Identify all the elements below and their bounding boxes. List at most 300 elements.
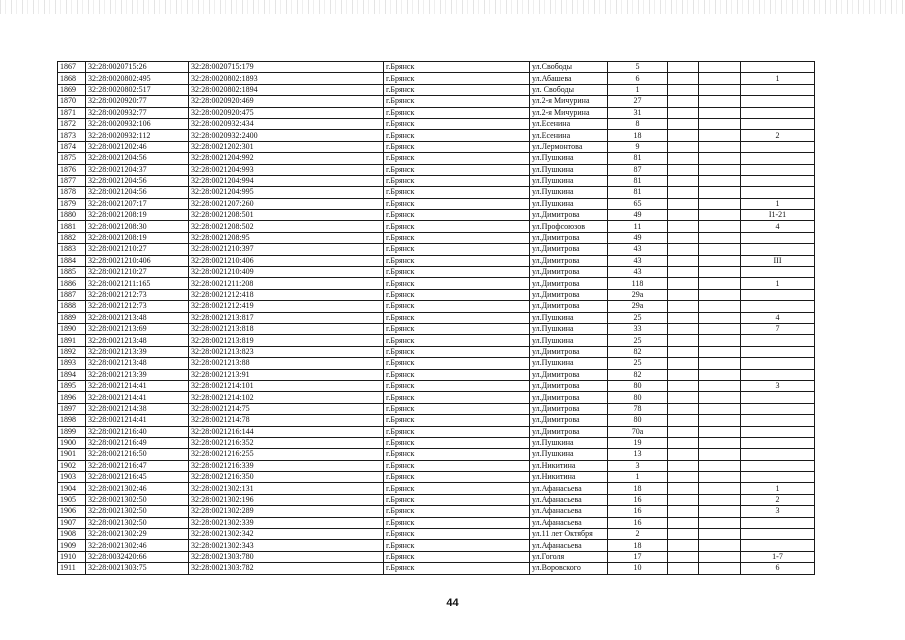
city-cell: г.Брянск	[384, 540, 530, 551]
empty-cell	[699, 369, 741, 380]
empty-cell	[699, 118, 741, 129]
house-number-cell: 65	[608, 198, 668, 209]
street-cell: ул.Есенина	[530, 130, 608, 141]
parcel-cadastral-cell: 32:28:0021213:39	[86, 346, 189, 357]
empty-cell	[668, 563, 699, 574]
row-number-cell: 1893	[58, 358, 86, 369]
row-number-cell: 1869	[58, 84, 86, 95]
registry-body	[58, 62, 815, 575]
parcel-cadastral-cell: 32:28:0021204:56	[86, 153, 189, 164]
empty-cell	[668, 472, 699, 483]
empty-cell	[668, 312, 699, 323]
apartment-cell	[741, 415, 815, 426]
empty-cell	[699, 437, 741, 448]
house-number-cell: 27	[608, 96, 668, 107]
table-row	[58, 472, 815, 483]
city-cell: г.Брянск	[384, 392, 530, 403]
object-cadastral-cell: 32:28:0021212:418	[189, 289, 384, 300]
house-number-cell: 17	[608, 551, 668, 562]
city-cell: г.Брянск	[384, 187, 530, 198]
house-number-cell: 82	[608, 369, 668, 380]
object-cadastral-cell: 32:28:0021213:91	[189, 369, 384, 380]
house-number-cell: 80	[608, 415, 668, 426]
empty-cell	[699, 460, 741, 471]
street-cell: ул.Абашева	[530, 73, 608, 84]
parcel-cadastral-cell: 32:28:0021216:45	[86, 472, 189, 483]
table-row	[58, 267, 815, 278]
parcel-cadastral-cell: 32:28:0021207:17	[86, 198, 189, 209]
empty-cell	[668, 483, 699, 494]
object-cadastral-cell: 32:28:0021204:993	[189, 164, 384, 175]
house-number-cell: 16	[608, 506, 668, 517]
row-number-cell: 1897	[58, 403, 86, 414]
empty-cell	[668, 255, 699, 266]
empty-cell	[699, 187, 741, 198]
empty-cell	[699, 278, 741, 289]
city-cell: г.Брянск	[384, 494, 530, 505]
street-cell: ул.Пушкина	[530, 175, 608, 186]
row-number-cell: 1880	[58, 210, 86, 221]
object-cadastral-cell: 32:28:0021213:88	[189, 358, 384, 369]
street-cell: ул.Пушкина	[530, 449, 608, 460]
table-row	[58, 62, 815, 73]
apartment-cell	[741, 392, 815, 403]
house-number-cell: 81	[608, 175, 668, 186]
empty-cell	[668, 540, 699, 551]
parcel-cadastral-cell: 32:28:0021302:50	[86, 517, 189, 528]
row-number-cell: 1870	[58, 96, 86, 107]
city-cell: г.Брянск	[384, 130, 530, 141]
house-number-cell: 81	[608, 187, 668, 198]
street-cell: ул.Афанасьева	[530, 506, 608, 517]
apartment-cell: 2	[741, 494, 815, 505]
row-number-cell: 1873	[58, 130, 86, 141]
street-cell: ул.Афанасьева	[530, 540, 608, 551]
parcel-cadastral-cell: 32:28:0021302:46	[86, 483, 189, 494]
house-number-cell: 80	[608, 380, 668, 391]
apartment-cell: 1	[741, 73, 815, 84]
house-number-cell: 13	[608, 449, 668, 460]
city-cell: г.Брянск	[384, 118, 530, 129]
empty-cell	[699, 221, 741, 232]
table-row	[58, 392, 815, 403]
empty-cell	[668, 96, 699, 107]
empty-cell	[668, 118, 699, 129]
street-cell: ул.2-я Мичурина	[530, 96, 608, 107]
empty-cell	[699, 244, 741, 255]
street-cell: ул.Пушкина	[530, 312, 608, 323]
object-cadastral-cell: 32:28:0021214:101	[189, 380, 384, 391]
row-number-cell: 1878	[58, 187, 86, 198]
apartment-cell: 1-7	[741, 551, 815, 562]
street-cell: ул.Свободы	[530, 62, 608, 73]
parcel-cadastral-cell: 32:28:0020920:77	[86, 96, 189, 107]
object-cadastral-cell: 32:28:0021211:208	[189, 278, 384, 289]
empty-cell	[699, 232, 741, 243]
object-cadastral-cell: 32:28:0021214:102	[189, 392, 384, 403]
empty-cell	[699, 96, 741, 107]
row-number-cell: 1877	[58, 175, 86, 186]
parcel-cadastral-cell: 32:28:0021204:56	[86, 175, 189, 186]
row-number-cell: 1906	[58, 506, 86, 517]
empty-cell	[668, 301, 699, 312]
table-row	[58, 175, 815, 186]
empty-cell	[668, 403, 699, 414]
object-cadastral-cell: 32:28:0021213:818	[189, 323, 384, 334]
table-row	[58, 244, 815, 255]
object-cadastral-cell: 32:28:0021302:131	[189, 483, 384, 494]
empty-cell	[699, 449, 741, 460]
table-row	[58, 107, 815, 118]
parcel-cadastral-cell: 32:28:0021216:40	[86, 426, 189, 437]
row-number-cell: 1909	[58, 540, 86, 551]
object-cadastral-cell: 32:28:0020715:179	[189, 62, 384, 73]
city-cell: г.Брянск	[384, 210, 530, 221]
scan-noise-strip	[0, 0, 905, 14]
object-cadastral-cell: 32:28:0021216:352	[189, 437, 384, 448]
table-row	[58, 563, 815, 574]
empty-cell	[668, 198, 699, 209]
object-cadastral-cell: 32:28:0021204:994	[189, 175, 384, 186]
parcel-cadastral-cell: 32:28:0021212:73	[86, 301, 189, 312]
empty-cell	[699, 141, 741, 152]
street-cell: ул.Пушкина	[530, 153, 608, 164]
empty-cell	[668, 62, 699, 73]
city-cell: г.Брянск	[384, 312, 530, 323]
street-cell: ул.Димитрова	[530, 267, 608, 278]
apartment-cell: 3	[741, 380, 815, 391]
parcel-cadastral-cell: 32:28:0021216:50	[86, 449, 189, 460]
object-cadastral-cell: 32:28:0021208:501	[189, 210, 384, 221]
table-row	[58, 483, 815, 494]
city-cell: г.Брянск	[384, 221, 530, 232]
house-number-cell: 1	[608, 472, 668, 483]
empty-cell	[668, 175, 699, 186]
parcel-cadastral-cell: 32:28:0021213:48	[86, 335, 189, 346]
apartment-cell	[741, 84, 815, 95]
table-row	[58, 198, 815, 209]
empty-cell	[699, 164, 741, 175]
apartment-cell	[741, 517, 815, 528]
table-row	[58, 210, 815, 221]
empty-cell	[699, 312, 741, 323]
row-number-cell: 1874	[58, 141, 86, 152]
apartment-cell	[741, 244, 815, 255]
apartment-cell	[741, 358, 815, 369]
house-number-cell: 8	[608, 118, 668, 129]
apartment-cell	[741, 107, 815, 118]
row-number-cell: 1890	[58, 323, 86, 334]
empty-cell	[668, 210, 699, 221]
object-cadastral-cell: 32:28:0020920:475	[189, 107, 384, 118]
empty-cell	[668, 221, 699, 232]
object-cadastral-cell: 32:28:0021216:339	[189, 460, 384, 471]
object-cadastral-cell: 32:28:0021214:78	[189, 415, 384, 426]
row-number-cell: 1881	[58, 221, 86, 232]
house-number-cell: 25	[608, 335, 668, 346]
house-number-cell: 49	[608, 210, 668, 221]
apartment-cell	[741, 426, 815, 437]
apartment-cell: 3	[741, 506, 815, 517]
street-cell: ул.Воровского	[530, 563, 608, 574]
table-row	[58, 187, 815, 198]
empty-cell	[668, 73, 699, 84]
parcel-cadastral-cell: 32:28:0021213:48	[86, 358, 189, 369]
city-cell: г.Брянск	[384, 232, 530, 243]
row-number-cell: 1888	[58, 301, 86, 312]
empty-cell	[668, 392, 699, 403]
object-cadastral-cell: 32:28:0021303:780	[189, 551, 384, 562]
table-row	[58, 437, 815, 448]
city-cell: г.Брянск	[384, 141, 530, 152]
row-number-cell: 1894	[58, 369, 86, 380]
apartment-cell: 4	[741, 312, 815, 323]
street-cell: ул.Димитрова	[530, 210, 608, 221]
parcel-cadastral-cell: 32:28:0021208:30	[86, 221, 189, 232]
row-number-cell: 1867	[58, 62, 86, 73]
city-cell: г.Брянск	[384, 449, 530, 460]
house-number-cell: 43	[608, 244, 668, 255]
street-cell: ул.Лермонтова	[530, 141, 608, 152]
apartment-cell	[741, 335, 815, 346]
table-row	[58, 96, 815, 107]
house-number-cell: 29а	[608, 289, 668, 300]
row-number-cell: 1907	[58, 517, 86, 528]
street-cell: ул.Пушкина	[530, 437, 608, 448]
city-cell: г.Брянск	[384, 244, 530, 255]
parcel-cadastral-cell: 32:28:0021302:50	[86, 494, 189, 505]
house-number-cell: 18	[608, 130, 668, 141]
city-cell: г.Брянск	[384, 96, 530, 107]
apartment-cell	[741, 346, 815, 357]
house-number-cell: 29а	[608, 301, 668, 312]
empty-cell	[668, 449, 699, 460]
table-row	[58, 460, 815, 471]
city-cell: г.Брянск	[384, 403, 530, 414]
empty-cell	[668, 506, 699, 517]
street-cell: ул.Димитрова	[530, 403, 608, 414]
apartment-cell: I1-21	[741, 210, 815, 221]
empty-cell	[699, 517, 741, 528]
house-number-cell: 78	[608, 403, 668, 414]
street-cell: ул.Гоголя	[530, 551, 608, 562]
street-cell: ул.Афанасьева	[530, 494, 608, 505]
empty-cell	[699, 403, 741, 414]
empty-cell	[668, 107, 699, 118]
street-cell: ул.11 лет Октября	[530, 529, 608, 540]
row-number-cell: 1879	[58, 198, 86, 209]
parcel-cadastral-cell: 32:28:0021216:49	[86, 437, 189, 448]
object-cadastral-cell: 32:28:0021302:343	[189, 540, 384, 551]
object-cadastral-cell: 32:28:0021213:823	[189, 346, 384, 357]
empty-cell	[699, 392, 741, 403]
object-cadastral-cell: 32:28:0021204:995	[189, 187, 384, 198]
house-number-cell: 49	[608, 232, 668, 243]
street-cell: ул.Димитрова	[530, 255, 608, 266]
house-number-cell: 11	[608, 221, 668, 232]
parcel-cadastral-cell: 32:28:0021213:48	[86, 312, 189, 323]
street-cell: ул.Димитрова	[530, 380, 608, 391]
empty-cell	[699, 540, 741, 551]
apartment-cell	[741, 62, 815, 73]
empty-cell	[699, 198, 741, 209]
empty-cell	[668, 244, 699, 255]
row-number-cell: 1872	[58, 118, 86, 129]
house-number-cell: 1	[608, 84, 668, 95]
row-number-cell: 1887	[58, 289, 86, 300]
empty-cell	[699, 210, 741, 221]
apartment-cell	[741, 449, 815, 460]
registry-table	[57, 61, 815, 575]
empty-cell	[668, 358, 699, 369]
table-row	[58, 130, 815, 141]
parcel-cadastral-cell: 32:28:0021302:46	[86, 540, 189, 551]
row-number-cell: 1903	[58, 472, 86, 483]
apartment-cell	[741, 96, 815, 107]
object-cadastral-cell: 32:28:0021302:339	[189, 517, 384, 528]
empty-cell	[668, 323, 699, 334]
city-cell: г.Брянск	[384, 107, 530, 118]
apartment-cell	[741, 141, 815, 152]
object-cadastral-cell: 32:28:0021216:144	[189, 426, 384, 437]
parcel-cadastral-cell: 32:28:0021212:73	[86, 289, 189, 300]
city-cell: г.Брянск	[384, 278, 530, 289]
table-row	[58, 221, 815, 232]
empty-cell	[699, 323, 741, 334]
object-cadastral-cell: 32:28:0020920:469	[189, 96, 384, 107]
empty-cell	[699, 472, 741, 483]
row-number-cell: 1901	[58, 449, 86, 460]
object-cadastral-cell: 32:28:0021210:397	[189, 244, 384, 255]
city-cell: г.Брянск	[384, 335, 530, 346]
apartment-cell	[741, 472, 815, 483]
city-cell: г.Брянск	[384, 563, 530, 574]
empty-cell	[668, 517, 699, 528]
empty-cell	[699, 358, 741, 369]
empty-cell	[668, 153, 699, 164]
city-cell: г.Брянск	[384, 517, 530, 528]
table-row	[58, 323, 815, 334]
house-number-cell: 25	[608, 358, 668, 369]
street-cell: ул.Пушкина	[530, 335, 608, 346]
empty-cell	[668, 426, 699, 437]
empty-cell	[699, 346, 741, 357]
city-cell: г.Брянск	[384, 415, 530, 426]
empty-cell	[699, 84, 741, 95]
street-cell: ул.Димитрова	[530, 278, 608, 289]
table-row	[58, 551, 815, 562]
table-row	[58, 358, 815, 369]
table-row	[58, 255, 815, 266]
table-row	[58, 164, 815, 175]
city-cell: г.Брянск	[384, 255, 530, 266]
apartment-cell	[741, 369, 815, 380]
empty-cell	[668, 267, 699, 278]
street-cell: ул.Никитина	[530, 460, 608, 471]
street-cell: ул.Есенина	[530, 118, 608, 129]
empty-cell	[699, 494, 741, 505]
empty-cell	[699, 153, 741, 164]
city-cell: г.Брянск	[384, 73, 530, 84]
parcel-cadastral-cell: 32:28:0021210:406	[86, 255, 189, 266]
empty-cell	[699, 506, 741, 517]
house-number-cell: 19	[608, 437, 668, 448]
street-cell: ул.Димитрова	[530, 232, 608, 243]
empty-cell	[668, 437, 699, 448]
street-cell: ул.Пушкина	[530, 358, 608, 369]
city-cell: г.Брянск	[384, 369, 530, 380]
row-number-cell: 1886	[58, 278, 86, 289]
street-cell: ул. Свободы	[530, 84, 608, 95]
city-cell: г.Брянск	[384, 289, 530, 300]
table-row	[58, 301, 815, 312]
table-row	[58, 380, 815, 391]
object-cadastral-cell: 32:28:0021208:95	[189, 232, 384, 243]
row-number-cell: 1895	[58, 380, 86, 391]
object-cadastral-cell: 32:28:0021212:419	[189, 301, 384, 312]
table-row	[58, 415, 815, 426]
street-cell: ул.Профсоюзов	[530, 221, 608, 232]
street-cell: ул.Никитина	[530, 472, 608, 483]
table-row	[58, 153, 815, 164]
object-cadastral-cell: 32:28:0021204:992	[189, 153, 384, 164]
street-cell: ул.Димитрова	[530, 369, 608, 380]
city-cell: г.Брянск	[384, 380, 530, 391]
apartment-cell: III	[741, 255, 815, 266]
empty-cell	[668, 141, 699, 152]
apartment-cell: 4	[741, 221, 815, 232]
table-row	[58, 278, 815, 289]
empty-cell	[699, 415, 741, 426]
apartment-cell	[741, 289, 815, 300]
empty-cell	[668, 415, 699, 426]
table-row	[58, 141, 815, 152]
row-number-cell: 1884	[58, 255, 86, 266]
row-number-cell: 1885	[58, 267, 86, 278]
empty-cell	[668, 232, 699, 243]
row-number-cell: 1876	[58, 164, 86, 175]
apartment-cell	[741, 267, 815, 278]
empty-cell	[699, 529, 741, 540]
apartment-cell	[741, 187, 815, 198]
row-number-cell: 1898	[58, 415, 86, 426]
table-row	[58, 540, 815, 551]
street-cell: ул.2-я Мичурина	[530, 107, 608, 118]
house-number-cell: 6	[608, 73, 668, 84]
object-cadastral-cell: 32:28:0021213:817	[189, 312, 384, 323]
house-number-cell: 87	[608, 164, 668, 175]
empty-cell	[668, 164, 699, 175]
house-number-cell: 33	[608, 323, 668, 334]
street-cell: ул.Димитрова	[530, 346, 608, 357]
city-cell: г.Брянск	[384, 346, 530, 357]
city-cell: г.Брянск	[384, 506, 530, 517]
parcel-cadastral-cell: 32:28:0021303:75	[86, 563, 189, 574]
city-cell: г.Брянск	[384, 460, 530, 471]
object-cadastral-cell: 32:28:0020932:434	[189, 118, 384, 129]
house-number-cell: 25	[608, 312, 668, 323]
city-cell: г.Брянск	[384, 483, 530, 494]
house-number-cell: 43	[608, 267, 668, 278]
object-cadastral-cell: 32:28:0021303:782	[189, 563, 384, 574]
house-number-cell: 81	[608, 153, 668, 164]
empty-cell	[668, 369, 699, 380]
parcel-cadastral-cell: 32:28:0020932:112	[86, 130, 189, 141]
street-cell: ул.Афанасьева	[530, 517, 608, 528]
city-cell: г.Брянск	[384, 437, 530, 448]
city-cell: г.Брянск	[384, 198, 530, 209]
object-cadastral-cell: 32:28:0021302:196	[189, 494, 384, 505]
